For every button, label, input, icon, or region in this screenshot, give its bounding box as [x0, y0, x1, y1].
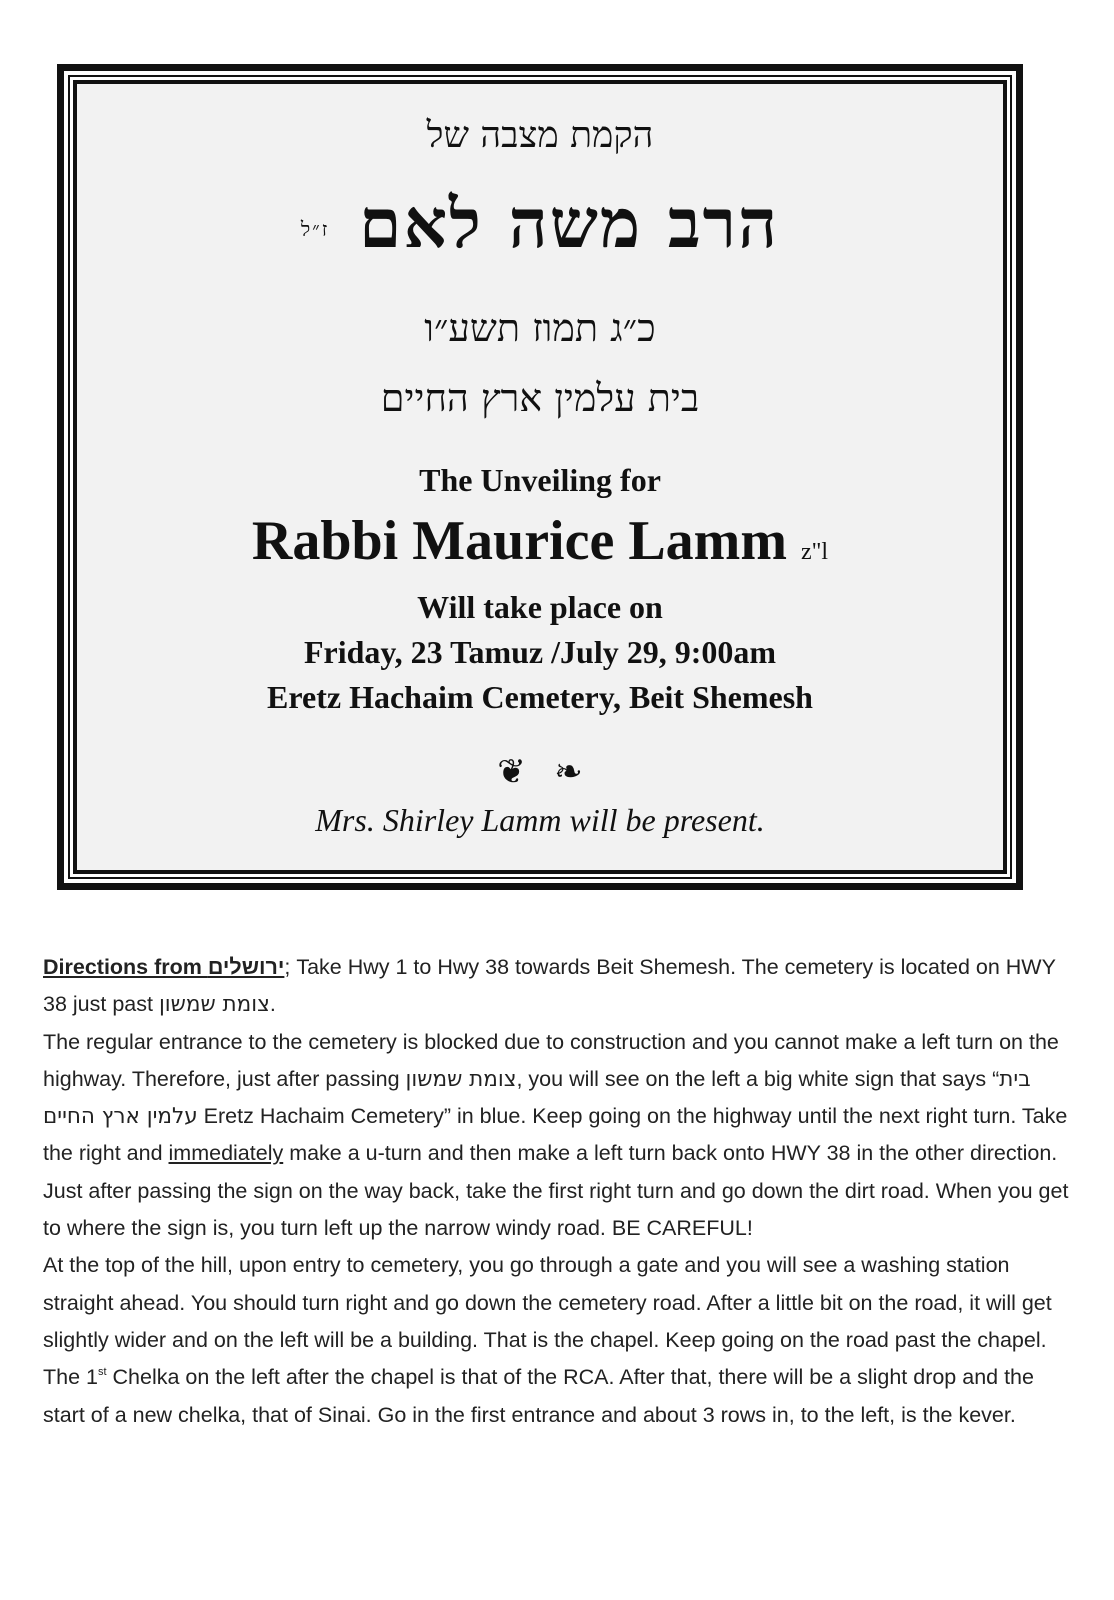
- rabbi-name-text: Rabbi Maurice Lamm: [251, 510, 787, 572]
- directions-paragraph-3: [43, 1247, 1073, 1433]
- unveiling-heading: The Unveiling for: [419, 462, 661, 498]
- honorific: z"l: [800, 539, 829, 565]
- directions-text-3b: Chelka on the left after the chapel is that of the RCA. After that, there will be a slight drop and the start of a new chelka, that of Sinai. Go in the first entrance and about 3 rows in, to the left, is the kever.: [43, 1365, 1034, 1427]
- directions-text-3a: At the top of the hill, upon entry to cemetery, you go through a gate and you will see a washing station straight ahead. You should turn right and go down the cemetery road. After a little bit on the road, it will get slightly wider and on the left will be a building. That is the chapel. Keep going on the road past the chapel. The 1: [43, 1253, 1052, 1390]
- present-note: Mrs. Shirley Lamm will be present.: [315, 802, 765, 838]
- directions: [43, 949, 1073, 1434]
- directions-text-2d: make a u-turn and then make a left turn back onto HWY 38 in the other direction. Just after passing the sign on the way back, take the first right turn and go down the dirt road. When you get to where the sign is, you turn left up the narrow windy road. BE CAREFUL!: [43, 1141, 1069, 1241]
- hebrew-name-text: הרב משה לאם: [359, 184, 780, 264]
- directions-heading: Directions from ירושלים: [43, 955, 285, 979]
- ornament-icon: ❦ ❧: [497, 754, 583, 791]
- tzomet-hebrew-2: צומת שמשון: [405, 1066, 517, 1092]
- sign-hebrew: בית עלמין ארץ החיים: [43, 1066, 1031, 1130]
- announcement-frame: [57, 64, 1023, 890]
- ordinal-suffix: st: [97, 1366, 107, 1379]
- hebrew-date: כ״ג תמוז תשע״ו: [424, 306, 656, 350]
- directions-text-2b: , you will see on the left a big white sign that says “: [516, 1066, 1000, 1091]
- hebrew-cemetery: בית עלמין ארץ החיים: [380, 376, 700, 420]
- directions-text-2c: Eretz Hachaim Cemetery” in blue. Keep going on the highway until the next right turn. Take the right and: [43, 1104, 1068, 1166]
- hebrew-heading: הקמת מצבה של: [426, 115, 654, 156]
- immediately-emphasis: immediately: [168, 1141, 284, 1166]
- directions-text-1: ; Take Hwy 1 to Hwy 38 towards Beit Shemesh. The cemetery is located on HWY 38 just past: [43, 955, 1056, 1017]
- location: Eretz Hachaim Cemetery, Beit Shemesh: [267, 679, 813, 715]
- hebrew-rabbi-name: [77, 184, 1003, 264]
- announcement-card: [73, 80, 1007, 874]
- directions-paragraph-1: [43, 949, 1073, 1024]
- hebrew-honorific: ז״ל: [300, 217, 330, 241]
- directions-paragraph-2: [43, 1024, 1073, 1248]
- date-time: Friday, 23 Tamuz /July 29, 9:00am: [303, 634, 777, 670]
- directions-text-2a: The regular entrance to the cemetery is blocked due to construction and you cannot make a left turn on the highway. Therefore, just after passing: [43, 1029, 1059, 1091]
- period: .: [269, 992, 276, 1017]
- will-take-place: Will take place on: [417, 589, 663, 625]
- tzomet-hebrew: צומת שמשון: [158, 992, 270, 1018]
- rabbi-name: [77, 509, 1003, 573]
